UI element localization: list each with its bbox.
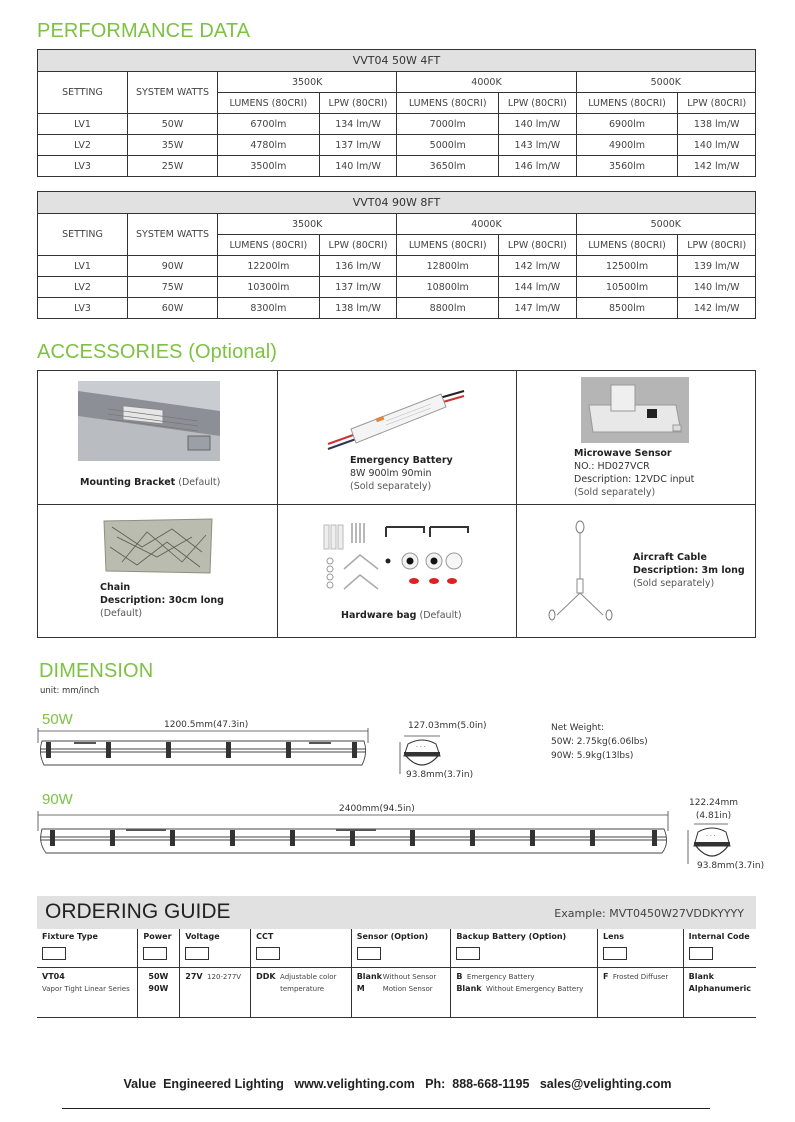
footer-company: Value Engineered Lighting <box>123 1077 284 1091</box>
cell-p5000: 142 lm/W <box>678 156 756 177</box>
mounting-bracket-image <box>78 381 220 461</box>
cell-setting: LV1 <box>38 114 128 135</box>
aircraft-cable-image <box>547 519 617 623</box>
cell-p3500: 136 lm/W <box>319 256 397 277</box>
cell-watts: 50W <box>128 114 218 135</box>
cell-l5000: 10500lm <box>576 277 678 298</box>
accessory-caption: Mounting Bracket (Default) <box>80 477 221 488</box>
cct-options: DDK Adjustable color temperature <box>251 967 352 1017</box>
accessory-caption: Chain Description: 30cm long (Default) <box>100 582 224 619</box>
table-row <box>38 135 756 156</box>
cct-input-box[interactable] <box>256 947 280 960</box>
sub-lumens: LUMENS (80CRI) <box>397 93 499 114</box>
cell-watts: 60W <box>128 298 218 319</box>
cell-setting: LV3 <box>38 156 128 177</box>
cell-l3500: 8300lm <box>218 298 320 319</box>
footer-divider <box>62 1108 710 1109</box>
cell-p4000: 147 lm/W <box>499 298 577 319</box>
cell-setting: LV2 <box>38 135 128 156</box>
microwave-sensor-image <box>581 377 689 443</box>
cell-setting: LV3 <box>38 298 128 319</box>
cell-l3500: 3500lm <box>218 156 320 177</box>
internal-code-options: Blank Alphanumeric <box>683 967 756 1017</box>
performance-table-90w <box>37 191 756 319</box>
cell-p5000: 140 lm/W <box>678 135 756 156</box>
dimension-title: DIMENSION <box>39 660 154 682</box>
height-90w: 93.8mm(3.7in) <box>697 861 765 871</box>
fixture-options: VT04 Vapor Tight Linear Series <box>37 967 138 1017</box>
footer-email[interactable]: sales@velighting.com <box>539 1077 672 1091</box>
lens-options: F Frosted Diffuser <box>597 967 683 1017</box>
sensor-options: BlankWithout Sensor M Motion Sensor <box>351 967 451 1017</box>
sub-lumens: LUMENS (80CRI) <box>576 235 678 256</box>
og-col-fixture: Fixture Type <box>37 929 138 967</box>
cct-5000: 5000K <box>576 72 755 93</box>
cell-l5000: 12500lm <box>576 256 678 277</box>
sub-lumens: LUMENS (80CRI) <box>576 93 678 114</box>
cell-l5000: 6900lm <box>576 114 678 135</box>
sub-lpw: LPW (80CRI) <box>678 235 756 256</box>
cell-p3500: 138 lm/W <box>319 298 397 319</box>
length-90w: 2400mm(94.5in) <box>339 804 415 814</box>
cell-p3500: 140 lm/W <box>319 156 397 177</box>
cell-l5000: 4900lm <box>576 135 678 156</box>
sensor-input-box[interactable] <box>357 947 381 960</box>
performance-table-50w <box>37 49 756 177</box>
og-col-voltage: Voltage <box>180 929 251 967</box>
col-watts: SYSTEM WATTS <box>128 214 218 256</box>
cell-watts: 90W <box>128 256 218 277</box>
cell-l4000: 3650lm <box>397 156 499 177</box>
emergency-battery-image <box>326 379 466 451</box>
accessory-caption: Emergency Battery 8W 900lm 90min (Sold separately) <box>350 455 453 492</box>
cell-l3500: 10300lm <box>218 277 320 298</box>
footer-phone: Ph: 888-668-1195 <box>425 1077 530 1091</box>
voltage-input-box[interactable] <box>185 947 209 960</box>
cell-p4000: 142 lm/W <box>499 256 577 277</box>
sub-lpw: LPW (80CRI) <box>678 93 756 114</box>
battery-options: B Emergency Battery Blank Without Emergency Battery <box>451 967 598 1017</box>
footer-website[interactable]: www.velighting.com <box>294 1077 415 1091</box>
table-row <box>38 256 756 277</box>
cell-l4000: 5000lm <box>397 135 499 156</box>
ordering-guide-title: ORDERING GUIDE <box>45 900 231 923</box>
cell-l4000: 10800lm <box>397 277 499 298</box>
cell-watts: 75W <box>128 277 218 298</box>
cell-l4000: 12800lm <box>397 256 499 277</box>
cct-4000: 4000K <box>397 72 576 93</box>
table-row <box>38 156 756 177</box>
footer <box>0 1077 795 1091</box>
cell-watts: 35W <box>128 135 218 156</box>
cell-setting: LV1 <box>38 256 128 277</box>
voltage-options: 27V 120-277V <box>180 967 251 1017</box>
model-header: VVT04 90W 8FT <box>38 192 756 214</box>
cell-l5000: 3560lm <box>576 156 678 177</box>
sub-lpw: LPW (80CRI) <box>499 93 577 114</box>
cell-setting: LV2 <box>38 277 128 298</box>
accessory-hardware-bag <box>278 505 517 637</box>
lens-input-box[interactable] <box>603 947 627 960</box>
battery-input-box[interactable] <box>456 947 480 960</box>
cct-3500: 3500K <box>218 214 397 235</box>
accessories-grid <box>37 370 756 638</box>
cct-3500: 3500K <box>218 72 397 93</box>
internal-code-input-box[interactable] <box>689 947 713 960</box>
sub-lpw: LPW (80CRI) <box>319 93 397 114</box>
cell-l3500: 6700lm <box>218 114 320 135</box>
hardware-bag-image <box>322 521 474 595</box>
fixture-type-input-box[interactable] <box>42 947 66 960</box>
cell-p4000: 146 lm/W <box>499 156 577 177</box>
cell-l3500: 4780lm <box>218 135 320 156</box>
accessory-caption: Aircraft Cable Description: 3m long (Sold separately) <box>633 552 745 589</box>
cell-p5000: 139 lm/W <box>678 256 756 277</box>
ordering-example: Example: MVT0450W27VDDKYYYY <box>554 907 744 920</box>
sub-lumens: LUMENS (80CRI) <box>218 93 320 114</box>
cell-p3500: 137 lm/W <box>319 135 397 156</box>
label-90w: 90W <box>42 791 73 808</box>
accessory-mounting-bracket <box>38 371 278 505</box>
accessories-title: ACCESSORIES (Optional) <box>37 341 278 363</box>
model-header: VVT04 50W 4FT <box>38 50 756 72</box>
performance-title: PERFORMANCE DATA <box>37 20 251 42</box>
table-row <box>38 298 756 319</box>
sub-lpw: LPW (80CRI) <box>499 235 577 256</box>
og-col-battery: Backup Battery (Option) <box>451 929 598 967</box>
cell-p5000: 142 lm/W <box>678 298 756 319</box>
power-options: 50W 90W <box>138 967 180 1017</box>
cell-l5000: 8500lm <box>576 298 678 319</box>
fixture-90w-side-drawing <box>36 811 672 857</box>
og-col-internal: Internal Code <box>683 929 756 967</box>
og-col-lens: Lens <box>597 929 683 967</box>
col-setting: SETTING <box>38 214 128 256</box>
svg-text:· · ·: · · · <box>416 744 426 751</box>
length-50w: 1200.5mm(47.3in) <box>164 720 249 730</box>
table-row <box>38 114 756 135</box>
cell-p5000: 140 lm/W <box>678 277 756 298</box>
accessory-caption: Hardware bag (Default) <box>341 610 462 621</box>
cell-p3500: 137 lm/W <box>319 277 397 298</box>
cell-l3500: 12200lm <box>218 256 320 277</box>
cct-4000: 4000K <box>397 214 576 235</box>
cell-l4000: 7000lm <box>397 114 499 135</box>
col-watts: SYSTEM WATTS <box>128 72 218 114</box>
cell-p4000: 140 lm/W <box>499 114 577 135</box>
sub-lumens: LUMENS (80CRI) <box>397 235 499 256</box>
table-row <box>38 277 756 298</box>
width-90w: 122.24mm (4.81in) <box>689 798 739 821</box>
accessory-emergency-battery <box>278 371 517 505</box>
cell-p4000: 144 lm/W <box>499 277 577 298</box>
net-weight: Net Weight: 50W: 2.75kg(6.06lbs) 90W: 5.9kg(13lbs) <box>551 723 648 761</box>
cell-p3500: 134 lm/W <box>319 114 397 135</box>
accessory-microwave-sensor <box>517 371 755 505</box>
dimension-unit: unit: mm/inch <box>40 686 100 696</box>
sub-lpw: LPW (80CRI) <box>319 235 397 256</box>
height-50w: 93.8mm(3.7in) <box>406 770 474 780</box>
ordering-guide-header <box>37 896 756 929</box>
cell-l4000: 8800lm <box>397 298 499 319</box>
power-input-box[interactable] <box>143 947 167 960</box>
accessory-caption: Microwave Sensor NO.: HD027VCR Description: 12VDC input (Sold separately) <box>574 448 695 498</box>
og-col-cct: CCT <box>251 929 352 967</box>
og-col-sensor: Sensor (Option) <box>351 929 451 967</box>
svg-text:· · ·: · · · <box>706 833 716 840</box>
fixture-50w-side-drawing <box>36 727 372 769</box>
col-setting: SETTING <box>38 72 128 114</box>
cell-watts: 25W <box>128 156 218 177</box>
cell-p4000: 143 lm/W <box>499 135 577 156</box>
chain-image <box>102 517 214 575</box>
og-col-power: Power <box>138 929 180 967</box>
ordering-table <box>37 929 756 1018</box>
cell-p5000: 138 lm/W <box>678 114 756 135</box>
width-50w: 127.03mm(5.0in) <box>408 721 487 731</box>
label-50w: 50W <box>42 711 73 728</box>
accessory-chain <box>38 505 278 637</box>
sub-lumens: LUMENS (80CRI) <box>218 235 320 256</box>
cct-5000: 5000K <box>576 214 755 235</box>
accessory-aircraft-cable <box>517 505 755 637</box>
